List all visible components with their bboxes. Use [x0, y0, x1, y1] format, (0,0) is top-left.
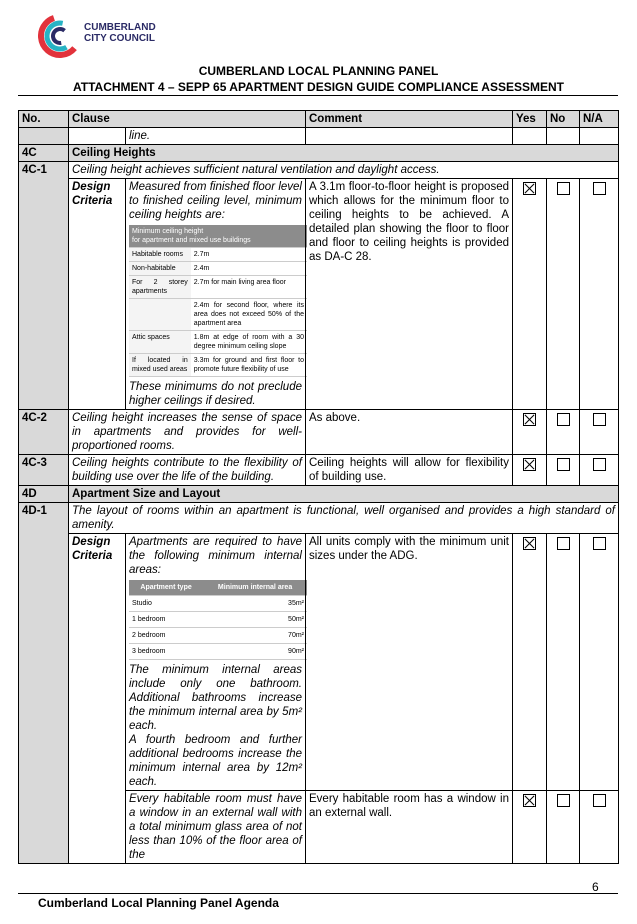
- criteria-cell: [126, 179, 306, 410]
- col-comment: Comment: [306, 111, 513, 128]
- table-row: [19, 503, 619, 534]
- section-title: Ceiling Heights: [69, 145, 619, 162]
- mini-table-row: 2 bedroom 70m²: [129, 628, 307, 644]
- mini-table-subheading: for apartment and mixed use buildings: [132, 237, 251, 244]
- criteria-note: A fourth bedroom and further additional bedrooms increase the minimum internal area by 12m² each.: [129, 734, 302, 788]
- col-yes: Yes: [513, 111, 547, 128]
- na-checkbox[interactable]: [580, 410, 619, 455]
- yes-checkbox[interactable]: [513, 534, 547, 791]
- mini-table-row: 3 bedroom 90m²: [129, 644, 307, 660]
- mini-table-row: 2.4m for second floor, where its area does not exceed 50% of the apartment area: [129, 299, 307, 331]
- section-row-4d: [19, 486, 619, 503]
- col-na: N/A: [580, 111, 619, 128]
- attachment-title: ATTACHMENT 4 – SEPP 65 APARTMENT DESIGN GUIDE COMPLIANCE ASSESSMENT: [73, 80, 564, 94]
- clause-number: 4C-2: [19, 410, 69, 455]
- compliance-table: [18, 110, 619, 864]
- ceiling-height-table: [129, 225, 307, 377]
- col-no: No.: [19, 111, 69, 128]
- na-checkbox[interactable]: [580, 179, 619, 410]
- header-rule: [18, 95, 618, 96]
- design-criteria-label: Design Criteria: [69, 534, 126, 864]
- mini-table-header: Minimum internal area: [203, 580, 307, 596]
- objective-text: Ceiling height achieves sufficient natural ventilation and daylight access.: [69, 162, 619, 179]
- clause-number: 4C-1: [19, 162, 69, 410]
- mini-table-row: If located in mixed used areas 3.3m for ground and first floor to promote future flexibility of use: [129, 354, 307, 377]
- logo-text: CUMBERLAND CITY COUNCIL: [84, 22, 156, 44]
- yes-checkbox[interactable]: [513, 179, 547, 410]
- criteria-text: Every habitable room must have a window in an external wall with a total minimum glass area of not less than 10% of the floor area of the: [126, 791, 306, 864]
- section-number: 4C: [19, 145, 69, 162]
- table-row: [19, 162, 619, 179]
- clause-number: 4C-3: [19, 455, 69, 486]
- yes-checkbox[interactable]: [513, 791, 547, 864]
- mini-table-row: 1 bedroom 50m²: [129, 612, 307, 628]
- footer-rule: [18, 893, 618, 894]
- continued-text: line.: [126, 128, 306, 145]
- table-row: [19, 534, 619, 791]
- criteria-text: Measured from finished floor level to finished ceiling level, minimum ceiling heights are:: [129, 181, 302, 221]
- comment-text: All units comply with the minimum unit sizes under the ADG.: [306, 534, 513, 791]
- section-title: Apartment Size and Layout: [69, 486, 619, 503]
- clause-number: 4D-1: [19, 503, 69, 864]
- comment-text: As above.: [306, 410, 513, 455]
- mini-table-row: For 2 storey apartments 2.7m for main living area floor: [129, 276, 307, 299]
- no-checkbox[interactable]: [547, 534, 580, 791]
- no-checkbox[interactable]: [547, 179, 580, 410]
- objective-text: The layout of rooms within an apartment is functional, well organised and provides a high standard of amenity.: [69, 503, 619, 534]
- criteria-cell: [126, 534, 306, 791]
- comment-text: Every habitable room has a window in an external wall.: [306, 791, 513, 864]
- yes-checkbox[interactable]: [513, 455, 547, 486]
- yes-checkbox[interactable]: [513, 410, 547, 455]
- page-number: 6: [592, 880, 599, 894]
- no-checkbox[interactable]: [547, 791, 580, 864]
- mini-table-row: Studio 35m²: [129, 596, 307, 612]
- clause-text: Ceiling height increases the sense of space in apartments and provides for well-proportioned rooms.: [69, 410, 306, 455]
- col-clause: Clause: [69, 111, 306, 128]
- comment-text: Ceiling heights will allow for flexibility of building use.: [306, 455, 513, 486]
- criteria-note: These minimums do not preclude higher ceilings if desired.: [129, 381, 302, 407]
- col-no-answer: No: [547, 111, 580, 128]
- panel-title: CUMBERLAND LOCAL PLANNING PANEL: [198, 64, 439, 78]
- no-checkbox[interactable]: [547, 410, 580, 455]
- no-checkbox[interactable]: [547, 455, 580, 486]
- criteria-text: Apartments are required to have the following minimum internal areas:: [129, 536, 302, 576]
- table-row: [19, 179, 619, 410]
- mini-table-row: Attic spaces 1.8m at edge of room with a 30 degree minimum ceiling slope: [129, 331, 307, 354]
- table-header-row: [19, 111, 619, 128]
- table-row: [19, 410, 619, 455]
- footer-text: Cumberland Local Planning Panel Agenda: [38, 896, 279, 910]
- mini-table-header: Apartment type: [129, 580, 203, 596]
- mini-table-row: Non-habitable 2.4m: [129, 262, 307, 276]
- internal-area-table: [129, 580, 307, 660]
- criteria-note: The minimum internal areas include only one bathroom. Additional bathrooms increase the minimum internal area by 5m² each.: [129, 664, 302, 732]
- section-row-4c: [19, 145, 619, 162]
- table-row: [19, 455, 619, 486]
- na-checkbox[interactable]: [580, 534, 619, 791]
- design-criteria-label: Design Criteria: [69, 179, 126, 410]
- na-checkbox[interactable]: [580, 791, 619, 864]
- mini-table-row: Habitable rooms 2.7m: [129, 248, 307, 262]
- clause-text: Ceiling heights contribute to the flexibility of building use over the life of the building.: [69, 455, 306, 486]
- table-row: [19, 128, 619, 145]
- na-checkbox[interactable]: [580, 455, 619, 486]
- comment-text: A 3.1m floor-to-floor height is proposed which allows for the minimum floor to ceiling heights to be achieved. A detailed plan showing the floor to floor and floor to ceiling heights is provided as DA-C 28.: [306, 179, 513, 410]
- mini-table-heading: Minimum ceiling height: [132, 228, 204, 235]
- section-number: 4D: [19, 486, 69, 503]
